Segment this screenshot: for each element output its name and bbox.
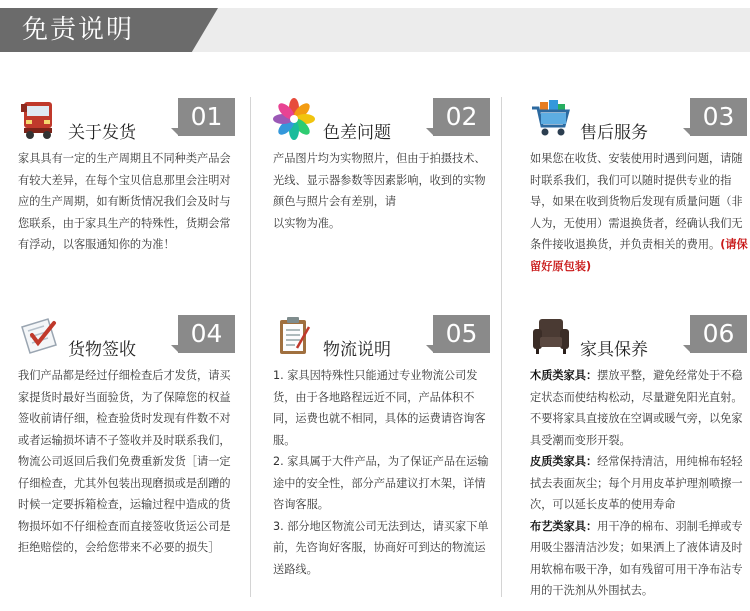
- section-after-sales: [530, 98, 750, 298]
- section-color-difference: [273, 98, 498, 298]
- section-number-badge: 05: [433, 315, 490, 353]
- page-title: 免责说明: [22, 15, 135, 45]
- checklist-icon: [18, 315, 60, 357]
- clipboard-icon: [273, 315, 315, 357]
- section-title: 家具保养: [580, 340, 648, 360]
- section-receipt: [18, 315, 243, 554]
- section-furniture-care: [530, 315, 750, 597]
- section-body-text: 如果您在收货、安装使用时遇到问题，请随时联系我们，我们可以随时提供专业的指导，如果在收到货物后发现有质量问题（非人为，无使用）需退换货者，经确认我们无条件接收退换货，并负责相关的费用。: [530, 152, 743, 251]
- section-number-badge: 03: [690, 98, 747, 136]
- section-body: [530, 365, 750, 602]
- color-palette-icon: [273, 98, 315, 140]
- armchair-icon: [530, 315, 572, 357]
- section-title: 售后服务: [580, 123, 648, 143]
- care-text: 用干净的棉布、羽制毛掸或专用吸尘器清洁沙发；如果洒上了液体请及时用软棉布吸干净，如有残留可用干净布沾专用的干洗剂从外围拭去。: [530, 519, 743, 597]
- section-title: 货物签收: [68, 340, 136, 360]
- section-body: 产品图片均为实物照片，但由于拍摄技术、光线、显示器参数等因素影响，收到的实物颜色与照片会有差别，请 以实物为准。: [273, 152, 486, 230]
- care-text: 经常保持清洁，用纯棉布轻轻拭去表面灰尘；每个月用皮革护理剂喷擦一次，可以延长皮革的使用寿命: [530, 455, 743, 511]
- section-shipping: [18, 98, 243, 298]
- care-paragraph-wood: [530, 365, 750, 451]
- care-paragraph-leather: [530, 451, 750, 516]
- section-body: 我们产品都是经过仔细检查后才发货，请买家提货时最好当面验货，为了保障您的权益签收前请仔细，检查验货时发现有件数不对或者运输损坏请不子签收并及时联系我们，物流公司返回后我们免费重新发货［请一定仔细检查，尤其外包装出现磨损或是刮蹭的时候一定要拆箱检查，运输过程中造成的货物损坏如不仔细检查而直接签收货运公司是拒绝赔偿的，会给您带来不必要的损失］: [18, 369, 231, 554]
- section-title: 色差问题: [323, 123, 391, 143]
- section-number-badge: 04: [178, 315, 235, 353]
- care-text: 摆放平整，避免经常处于不稳定状态而使结构松动，尽量避免阳光直射。不要将家具直接放在空调或暖气旁，以免家具受潮而变形开裂。: [530, 369, 743, 447]
- section-number-badge: 01: [178, 98, 235, 136]
- section-number-badge: 06: [690, 315, 747, 353]
- section-title: 关于发货: [68, 123, 136, 143]
- section-title: 物流说明: [323, 340, 391, 360]
- page-header: [0, 0, 750, 58]
- delivery-truck-icon: [18, 98, 60, 140]
- section-logistics: [273, 315, 498, 576]
- column-divider: [501, 97, 502, 597]
- shopping-cart-icon: [530, 98, 572, 140]
- section-number-badge: 02: [433, 98, 490, 136]
- section-body: [530, 148, 750, 277]
- section-body: 家具具有一定的生产周期且不同种类产品会有较大差异，在每个宝贝信息那里会注明对应的生产周期，如有断货情况我们会及时与您联系，由于家具生产的特殊性，货期会常有浮动，以客服通知你的为准！: [18, 152, 231, 251]
- care-label: 木质类家具：: [530, 369, 598, 382]
- care-paragraph-fabric: [530, 516, 750, 602]
- section-body: 1. 家具因特殊性只能通过专业物流公司发货，由于各地路程远近不同，产品体积不同，运费也就不相同，具体的运费请咨询客服。 2. 家具属于大件产品，为了保证产品在运输途中的安全性，部分产品建议打木架，详情咨询客服。 3. 部分地区物流公司无法到达，请买家下单前，先咨询好客服，协商好可到达的物流运送路线。: [273, 369, 489, 576]
- packaging-note: (请保留好原包装): [530, 238, 748, 273]
- care-label: 布艺类家具：: [530, 519, 598, 533]
- care-label: 皮质类家具：: [530, 455, 598, 468]
- column-divider: [250, 97, 251, 597]
